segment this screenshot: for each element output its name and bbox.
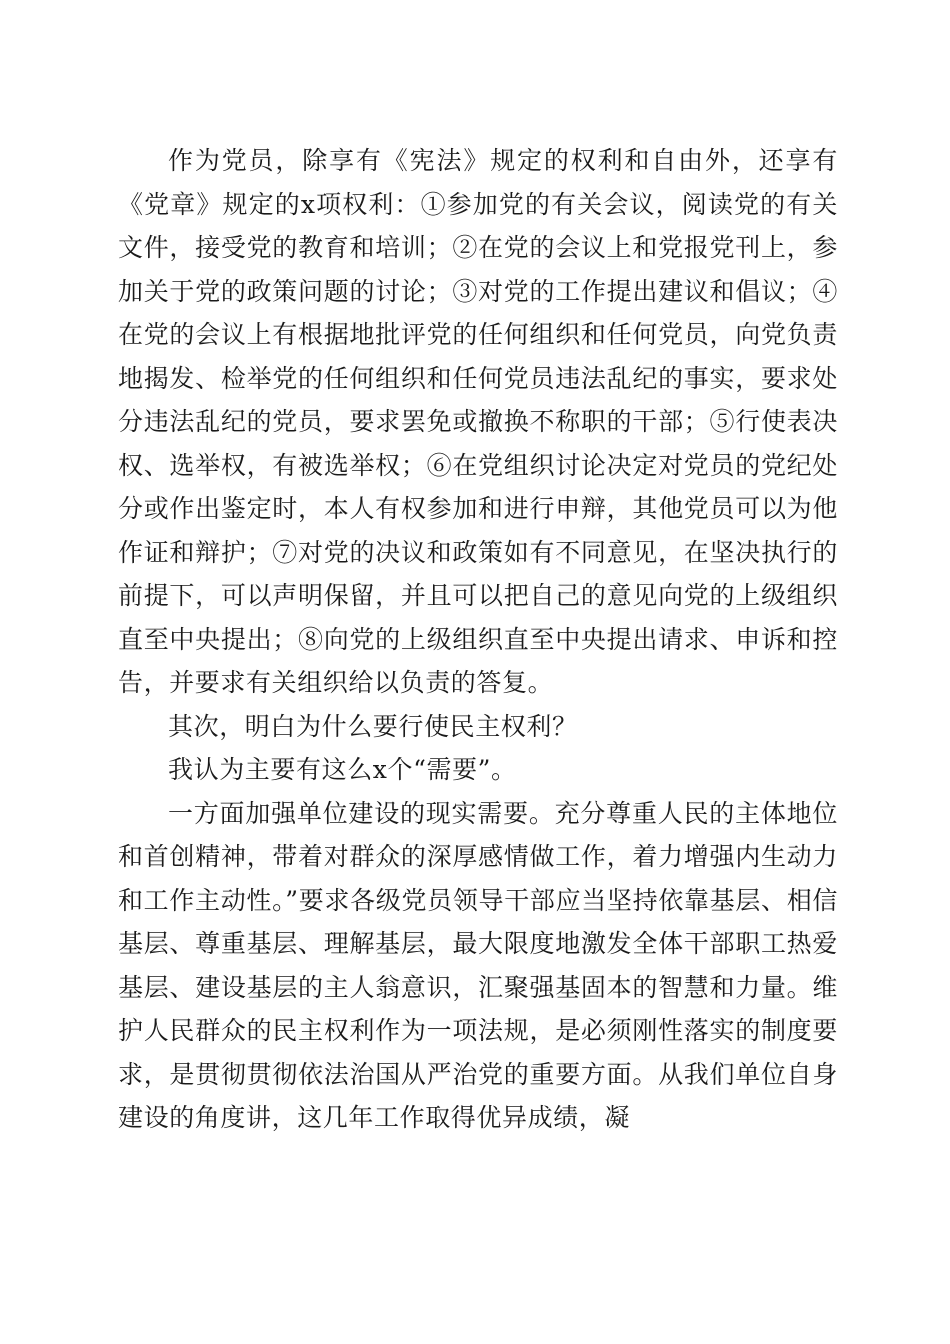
paragraph-party-member-rights: 作为党员，除享有《宪法》规定的权利和自由外，还享有《党章》规定的x项权利：①参加党的有关会议，阅读党的有关文件，接受党的教育和培训；②在党的会议上和党报党刊上，参加关于党的政策问题的讨论；③对党的工作提出建议和倡议；④在党的会议上有根据地批评党的任何组织和任何党员，向党负责地揭发、检举党的任何组织和任何党员违法乱纪的事实，要求处分违法乱纪的党员，要求罢免或撤换不称职的干部；⑤行使表决权、选举权，有被选举权；⑥在党组织讨论决定对党员的党纪处分或作出鉴定时，本人有权参加和进行申辩，其他党员可以为他作证和辩护；⑦对党的决议和政策如有不同意见，在坚决执行的前提下，可以声明保留，并且可以把自己的意见向党的上级组织直至中央提出；⑧向党的上级组织直至中央提出请求、申诉和控告，并要求有关组织给以负责的答复。 [118, 146, 838, 697]
paragraph-unit-building-need: 一方面加强单位建设的现实需要。充分尊重人民的主体地位和首创精神，带着对群众的深厚感情做工作，着力增强内生动力和工作主动性。”要求各级党员领导干部应当坚持依靠基层、相信基层、尊重基层、理解基层，最大限度地激发全体干部职工热爱基层、建设基层的主人翁意识，汇聚强基固本的智慧和力量。维护人民群众的民主权利作为一项法规，是必须刚性落实的制度要求，是贯彻贯彻依法治国从严治党的重要方面。从我们单位自身建设的角度讲，这几年工作取得优异成绩，凝 [118, 798, 838, 1132]
document-body [118, 139, 838, 1140]
paragraph-why-exercise-rights: 其次，明白为什么要行使民主权利？ [168, 711, 578, 741]
paragraph-needs-intro: 我认为主要有这么x个“需要”。 [168, 755, 517, 784]
